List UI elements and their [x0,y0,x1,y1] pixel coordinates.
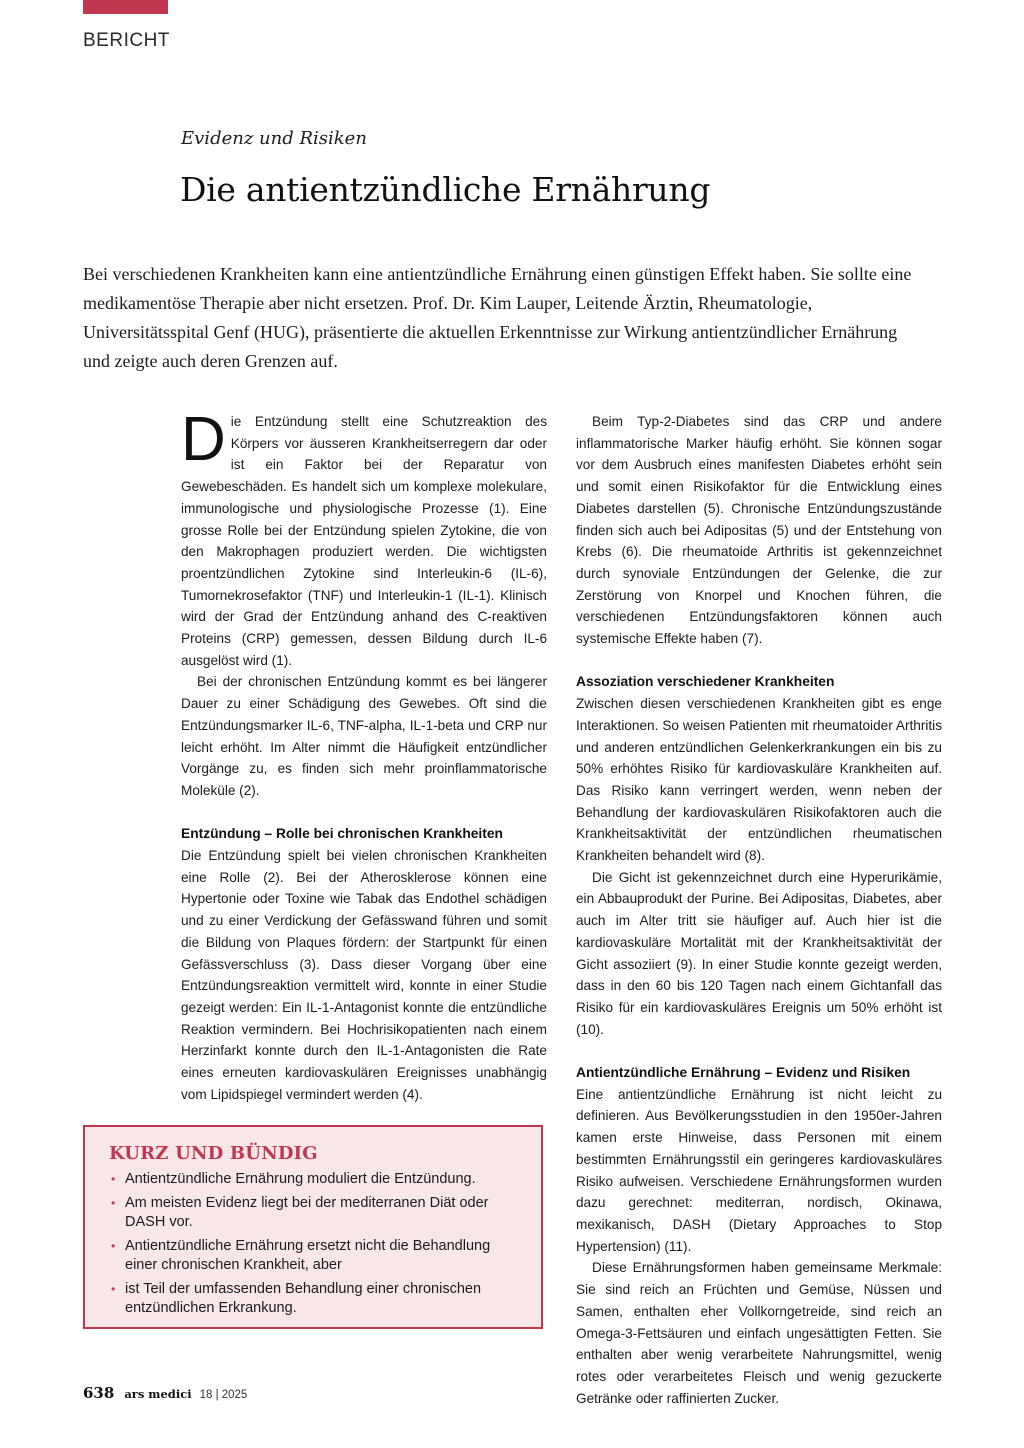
summary-item [109,1280,521,1318]
bullet-icon: • [111,1172,116,1186]
accent-bar [83,0,168,14]
page-footer [83,1384,247,1402]
paragraph: ie Entzündung stellt eine Schutzreaktion des Körpers vor äusseren Krankheitserregern dar oder ist ein Faktor bei der Reparatur von Gewebeschäden. Es handelt sich um komplexe molekulare, immunologische und physiologische Prozesse (1). Eine grosse Rolle bei der Entzündung spielen Zytokine, die von den Makrophagen produziert werden. Die wichtigsten proentzündlichen Zytokine sind Interleukin-6 (IL-6), Tumornekrosefaktor (TNF) und Interleukin-1 (IL-1). Klinisch wird der Grad der Entzündung anhand des C-reaktiven Proteins (CRP) gemessen, dessen Bildung durch IL-6 ausgelöst wird (1). [181,414,547,668]
summary-item-text: Antientzündliche Ernährung moduliert die Entzündung. [125,1171,476,1187]
summary-list [109,1170,521,1318]
paragraph: Eine antientzündliche Ernährung ist nicht leicht zu definieren. Aus Bevölkerungsstudien in den 1950er-Jahren kamen erste Hinweise, dass Personen mit einem bestimmten Ernährungsstil ein geringeres kardiovaskuläres Risiko aufweisen. Verschiedene Ernährungsformen wurden dazu gerechnet: mediterran, nordisch, Okinawa, mexikanisch, DASH (Dietary Approaches to Stop Hypertension) (11). [576,1086,942,1254]
paragraph: Diese Ernährungsformen haben gemeinsame Merkmale: Sie sind reich an Früchten und Gemüse, Nüssen und Samen, enthalten eher Vollkorngetreide, sind reich an Omega-3-Fettsäuren und einfach ungesättigten Fetten. Sie enthalten aber wenig verarbeitete Nahrungsmittel, wenig rotes oder verarbeitetes Fleisch und wenig gezuckerte Getränke oder raffinierten Zucker. [576,1260,942,1406]
paragraph: Beim Typ-2-Diabetes sind das CRP und andere inflammatorische Marker häufig erhöht. Sie können sogar vor dem Ausbruch eines manifesten Diabetes erhöht sein und somit einen Risikofaktor für die Entwicklung eines Diabetes darstellen (5). Chronische Entzündungszustände finden sich auch bei Adipositas (5) und der Entstehung von Krebs (6). Die rheumatoide Arthritis ist gekennzeichnet durch synoviale Entzündungen der Gelenke, die zur Zerstörung von Knorpel und Knochen führen, die verschiedenen Entzündungsfaktoren können auch systemische Effekte haben (7). [576,414,942,647]
article-lead: Bei verschiedenen Krankheiten kann eine antientzündliche Ernährung einen günstigen Effekt haben. Sie sollte eine medikamentöse Therapie aber nicht ersetzen. Prof. Dr. Kim Lauper, Leitende Ärztin, Rheumatologie, Universitätsspital Genf (HUG), präsentierte die aktuellen Erkenntnisse zur Wirkung antientzündlicher Ernährung und zeigte auch deren Grenzen auf. [83,264,912,371]
issue-number: 18 | 2025 [199,1389,248,1401]
paragraph: Bei der chronischen Entzündung kommt es bei längerer Dauer zu einer Schädigung des Gewebes. Oft sind die Entzündungsmarker IL-6, TNF-alpha, IL-1-beta und CRP nur leicht erhöht. Im Alter nimmt die Häufigkeit entzündlicher Vorgänge zu, es finden sich mehr proinflammatorische Moleküle (2). [181,674,547,798]
right-column [576,411,942,1409]
summary-item [109,1170,521,1189]
section-heading: Antientzündliche Ernährung – Evidenz und Risiken [576,1065,911,1081]
journal-name: ars medici [124,1387,192,1401]
bullet-icon: • [111,1282,116,1296]
bullet-icon: • [111,1239,116,1253]
summary-item-text: Antientzündliche Ernährung ersetzt nicht die Behandlung einer chronischen Krankheit, aber [125,1238,491,1273]
summary-item [109,1237,521,1275]
drop-cap: D [181,405,226,474]
left-column [181,405,547,1105]
bullet-icon: • [111,1196,116,1210]
paragraph: Die Gicht ist gekennzeichnet durch eine Hyperurikämie, ein Abbauprodukt der Purine. Bei Adipositas, Diabetes, aber auch im Alter tritt sie häufiger auf. Auch hier ist die kardiovaskuläre Mortalität mit der Krankheitsaktivität der Gicht assoziiert (9). In einer Studie konnte gezeigt werden, dass in den 60 bis 120 Tagen nach einem Gichtanfall das Risiko für ein kardiovaskuläres Ereignis um 50% erhöht ist (10). [576,869,942,1037]
summary-item-text: Am meisten Evidenz liegt bei der mediterranen Diät oder DASH vor. [125,1195,489,1230]
summary-box-title: KURZ UND BÜNDIG [109,1143,318,1164]
summary-box [83,1125,543,1329]
summary-item [109,1194,521,1232]
page-number: 638 [83,1384,115,1402]
section-label: BERICHT [83,30,170,51]
section-heading: Entzündung – Rolle bei chronischen Krankheiten [181,826,503,842]
paragraph: Zwischen diesen verschiedenen Krankheiten gibt es enge Interaktionen. So weisen Patienten mit rheumatoider Arthritis und anderen entzündlichen Gelenkerkrankungen ein bis zu 50% erhöhtes Risiko für kardiovaskuläre Krankheiten auf. Das Risiko kann verringert werden, wenn neben der Behandlung der kardiovaskulären Risikofaktoren auch die Krankheitsaktivität der entzündlichen rheumatischen Krankheiten behandelt wird (8). [576,696,942,864]
paragraph: Die Entzündung spielt bei vielen chronischen Krankheiten eine Rolle (2). Bei der Atherosklerose können eine Hypertonie oder Toxine wie Tabak das Endothel schädigen und zu einer Verdickung der Gefässwand führen und somit die Bildung von Plaques fördern: der Startpunkt für einen Gefässverschluss (3). Dass dieser Vorgang über eine Entzündungsreaktion vermittelt wird, konnte in einer Studie gezeigt werden: Ein IL-1-Antagonist konnte die entzündliche Reaktion vermindern. Bei Hochrisikopatienten nach einem Herzinfarkt konnte durch den IL-1-Antagonisten die Rate eines erneuten kardiovaskulären Ereignisses unabhängig vom Lipidspiegel vermindert werden (4). [181,848,547,1102]
section-heading: Assoziation verschiedener Krankheiten [576,674,835,690]
article-title: Die antientzündliche Ernährung [180,170,711,209]
summary-item-text: ist Teil der umfassenden Behandlung einer chronischen entzündlichen Erkrankung. [125,1281,482,1316]
article-kicker: Evidenz und Risiken [181,128,367,149]
